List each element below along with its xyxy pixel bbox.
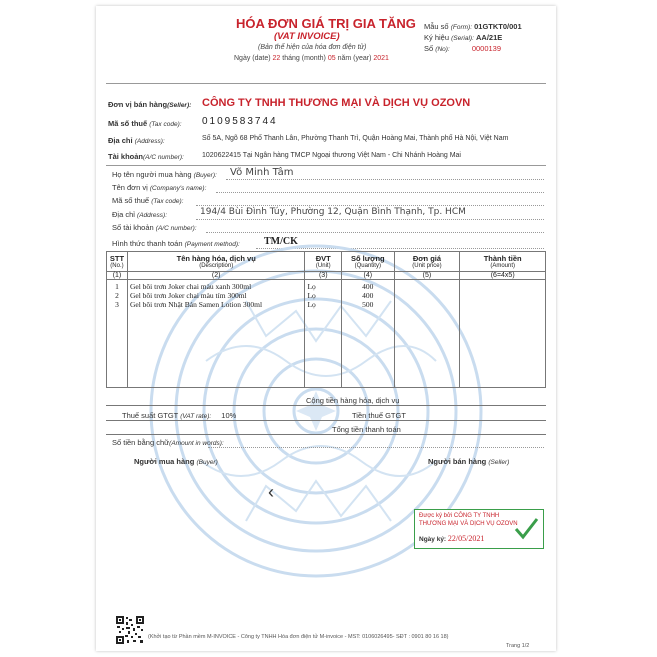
invoice-title: HÓA ĐƠN GIÁ TRỊ GIA TĂNG xyxy=(236,16,416,31)
company-label: Tên đơn vị (Company's name): xyxy=(112,183,207,192)
summary-divider-3 xyxy=(106,434,546,435)
row-amount xyxy=(460,280,546,292)
items-table xyxy=(106,251,546,388)
row-quantity: 400 xyxy=(342,291,394,300)
col-num-6: (6=4x5) xyxy=(460,272,546,280)
seller-account: 1020622415 Tại Ngân hàng TMCP Ngoại thương Việt Nam - Chi Nhánh Hoàng Mai xyxy=(202,152,461,159)
form-number: Mẫu số (Form): 01GTKT0/001 xyxy=(424,22,522,31)
summary-divider-2 xyxy=(106,420,546,421)
invoice-subtitle: (VAT INVOICE) xyxy=(274,31,340,42)
footer-note: (Khởi tạo từ Phần mềm M-INVOICE - Công ty TNHH Hóa đơn điện tử M-invoice - MST: 0106026495- SĐT : 0901 80 16 18) xyxy=(148,634,449,640)
vat-amount-label: Tiền thuế GTGT xyxy=(352,411,406,420)
row-unit-price xyxy=(394,280,460,292)
payment-label: Hình thức thanh toán (Payment method): xyxy=(112,239,240,248)
col-header-unit-price: Đơn giá (Unit price) xyxy=(394,252,460,272)
amount-in-words-line xyxy=(208,447,544,448)
row-unit-price xyxy=(394,291,460,300)
table-row xyxy=(107,291,546,300)
electronic-note: (Bản thể hiện của hóa đơn điện tử) xyxy=(258,44,367,51)
row-quantity: 500 xyxy=(342,300,394,309)
buyer-tax-line xyxy=(196,205,544,206)
row-description: Gel bôi trơn Joker chai màu xanh 300ml xyxy=(127,280,305,292)
row-quantity: 400 xyxy=(342,280,394,292)
col-num-4: (4) xyxy=(342,272,394,280)
col-header-no: STT (No.) xyxy=(107,252,128,272)
buyer-account-label: Số tài khoản (A/C number): xyxy=(112,223,197,232)
summary-divider-1 xyxy=(106,405,546,406)
col-num-5: (5) xyxy=(394,272,460,280)
table-number-row xyxy=(107,272,546,280)
qr-code-icon xyxy=(116,616,144,644)
checkmark-icon xyxy=(513,516,539,542)
row-no: 2 xyxy=(107,291,128,300)
company-line xyxy=(216,192,544,193)
seller-tax-label: Mã số thuế (Tax code): xyxy=(108,119,182,128)
seller-tax-code: 0109583744 xyxy=(202,116,278,127)
buyer-name: Võ Minh Tâm xyxy=(230,167,294,178)
payment-method: TM/CK xyxy=(264,236,298,247)
col-header-unit: ĐVT (Unit) xyxy=(305,252,342,272)
vat-rate-label: Thuế suất GTGT (VAT rate): 10% xyxy=(122,411,237,420)
buyer-address: 194/4 Bùi Đình Túy, Phường 12, Quận Bình Thạnh, Tp. HCM xyxy=(200,207,466,217)
seller-label: Đơn vị bán hàng(Seller): xyxy=(108,100,192,109)
row-description: Gel bôi trơn Nhật Bản Samen Lotion 300ml xyxy=(127,300,305,309)
row-no: 1 xyxy=(107,280,128,292)
buyer-signature-label: Người mua hàng (Buyer) xyxy=(134,457,218,466)
row-no: 3 xyxy=(107,300,128,309)
seller-address-label: Địa chỉ (Address): xyxy=(108,136,165,145)
seller-address: Số 5A, Ngõ 68 Phố Thanh Lân, Phường Thanh Trì, Quận Hoàng Mai, Thành phố Hà Nội, Việt Nam xyxy=(202,135,509,142)
table-row xyxy=(107,280,546,292)
seller-account-label: Tài khoản(A/C number): xyxy=(108,152,184,161)
buyer-label: Họ tên người mua hàng (Buyer): xyxy=(112,170,217,179)
buyer-tax-label: Mã số thuế (Tax code): xyxy=(112,196,184,205)
row-amount xyxy=(460,300,546,309)
col-header-quantity: Số lượng (Quantity) xyxy=(342,252,394,272)
row-description: Gel bôi trơn Joker chai màu tím 300ml xyxy=(127,291,305,300)
col-header-description: Tên hàng hóa, dịch vụ (Description) xyxy=(127,252,305,272)
stamp-line-1: Được ký bởi CÔNG TY TNHH xyxy=(419,513,500,519)
invoice-page xyxy=(96,6,556,651)
seller-name: CÔNG TY TNHH THƯƠNG MẠI VÀ DỊCH VỤ OZOVN xyxy=(202,97,471,109)
prev-page-arrow[interactable]: ‹ xyxy=(268,482,274,502)
row-amount xyxy=(460,291,546,300)
col-num-3: (3) xyxy=(305,272,342,280)
amount-in-words-label: Số tiền bằng chữ(Amount in words): xyxy=(112,438,224,447)
subtotal-label: Cộng tiền hàng hóa, dịch vụ xyxy=(306,396,400,405)
serial-number: Ký hiệu (Serial): AA/21E xyxy=(424,33,503,42)
buyer-address-label: Địa chỉ (Address): xyxy=(112,210,168,219)
stamp-date: Ngày ký: 22/05/2021 xyxy=(419,534,485,543)
table-header-row xyxy=(107,252,546,272)
invoice-date: Ngày (date) 22 tháng (month) 05 năm (year) 2021 xyxy=(234,55,389,62)
row-unit: Lọ xyxy=(305,291,342,300)
row-unit-price xyxy=(394,300,460,309)
table-row xyxy=(107,300,546,309)
buyer-address-line xyxy=(196,219,544,220)
total-label: Tổng tiền thanh toán xyxy=(332,425,401,434)
header-divider xyxy=(106,83,546,84)
buyer-name-line xyxy=(226,179,544,180)
invoice-number: Số (No): 0000139 xyxy=(424,44,502,53)
digital-signature-stamp xyxy=(414,509,544,549)
buyer-account-line xyxy=(206,232,544,233)
col-header-amount: Thành tiền (Amount) xyxy=(460,252,546,272)
row-unit: Lọ xyxy=(305,280,342,292)
col-num-1: (1) xyxy=(107,272,128,280)
seller-signature-label: Người bán hàng (Seller) xyxy=(428,457,510,466)
seller-divider xyxy=(106,165,546,166)
page-number: Trang 1/2 xyxy=(506,643,530,649)
stamp-line-2: THƯƠNG MẠI VÀ DỊCH VỤ OZOVN xyxy=(419,521,518,527)
row-unit: Lọ xyxy=(305,300,342,309)
col-num-2: (2) xyxy=(127,272,305,280)
table-empty-space xyxy=(107,309,546,387)
